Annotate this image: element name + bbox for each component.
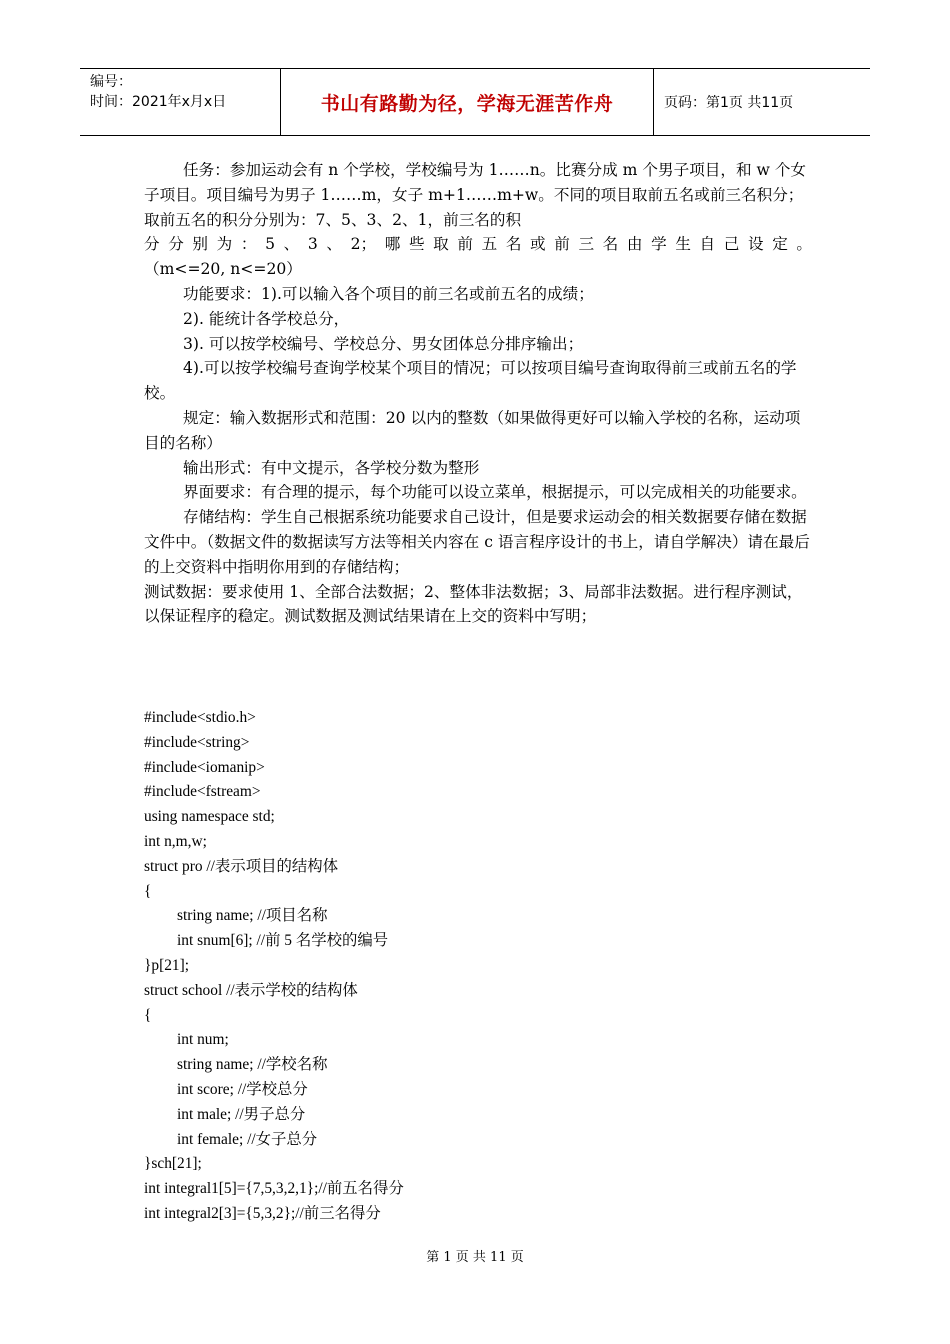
task-description	[144, 158, 812, 629]
code-line: #include<iomanip>	[144, 758, 265, 776]
code-line: struct school //表示学校的结构体	[144, 981, 358, 999]
header-number-label: 编号：	[90, 74, 132, 90]
header-page-info: 页码：第1页 共11页	[664, 95, 794, 111]
header-date: 时间：2021年x月x日	[90, 94, 227, 110]
paragraph: （m<=20, n<=20）	[144, 260, 302, 279]
code-line: #include<fstream>	[144, 783, 261, 801]
code-line: int integral2[3]={5,3,2};//前三名得分	[144, 1204, 381, 1222]
code-line: string name; //学校名称	[177, 1056, 328, 1074]
document-header	[80, 68, 870, 136]
paragraph: 界面要求：有合理的提示，每个功能可以设立菜单，根据提示，可以完成相关的功能要求。	[183, 483, 807, 502]
code-line: int score; //学校总分	[177, 1080, 308, 1098]
code-line: struct pro //表示项目的结构体	[144, 857, 339, 875]
header-motto-cell	[281, 69, 654, 136]
paragraph: 3). 可以按学校编号、学校总分、男女团体总分排序输出；	[183, 334, 584, 353]
paragraph: 4).可以按学校编号查询学校某个项目的情况；可以按项目编号查询取得前三或前五名的学校。	[144, 359, 797, 403]
code-line: }sch[21];	[144, 1155, 202, 1173]
code-line: int snum[6]; //前 5 名学校的编号	[177, 932, 389, 950]
code-line: int female; //女子总分	[177, 1130, 318, 1148]
paragraph: 分分别为：5、3、2；哪些取前五名或前三名由学生自己设定。	[144, 235, 812, 254]
code-line: string name; //项目名称	[177, 907, 328, 925]
paragraph: 测试数据：要求使用 1、全部合法数据；2、整体非法数据；3、局部非法数据。进行程序测试，以保证程序的稳定。测试数据及测试结果请在上交的资料中写明；	[144, 582, 803, 626]
paragraph: 功能要求：1).可以输入各个项目的前三名或前五名的成绩；	[183, 284, 594, 303]
paragraph: 存储结构：学生自己根据系统功能要求自己设计，但是要求运动会的相关数据要存储在数据文件中。（数据文件的数据读写方法等相关内容在 c 语言程序设计的书上，请自学解决）请在最后的上交资料中指明你用到的存储结构；	[144, 508, 810, 576]
code-line: int integral1[5]={7,5,3,2,1};//前五名得分	[144, 1180, 404, 1198]
paragraph: 2). 能统计各学校总分，	[183, 309, 350, 328]
header-motto: 书山有路勤为径，学海无涯苦作舟	[320, 92, 614, 115]
code-line: }p[21];	[144, 956, 189, 974]
code-line: int num;	[177, 1031, 229, 1049]
code-line: #include<string>	[144, 733, 250, 751]
code-listing	[144, 706, 812, 1227]
header-page-cell	[654, 69, 871, 136]
code-line: int male; //男子总分	[177, 1105, 306, 1123]
code-line: int n,m,w;	[144, 832, 207, 850]
paragraph: 输出形式：有中文提示，各学校分数为整形	[183, 458, 480, 477]
code-line: #include<stdio.h>	[144, 709, 256, 726]
paragraph: 任务：参加运动会有 n 个学校，学校编号为 1……n。比赛分成 m 个男子项目，和 w 个女子项目。项目编号为男子 1……m，女子 m+1……m+w。不同的项目取前五名或前三名积分；取前五名的积分分别为：7、5、3、2、1，前三名的积	[144, 161, 807, 229]
page-footer: 第 1 页 共 11 页	[426, 1250, 524, 1265]
code-line: using namespace std;	[144, 808, 275, 826]
paragraph: 规定：输入数据形式和范围：20 以内的整数（如果做得更好可以输入学校的名称，运动项目的名称）	[144, 408, 801, 452]
header-meta-cell	[80, 69, 281, 136]
code-line: {	[144, 882, 152, 900]
code-line: {	[144, 1006, 152, 1024]
